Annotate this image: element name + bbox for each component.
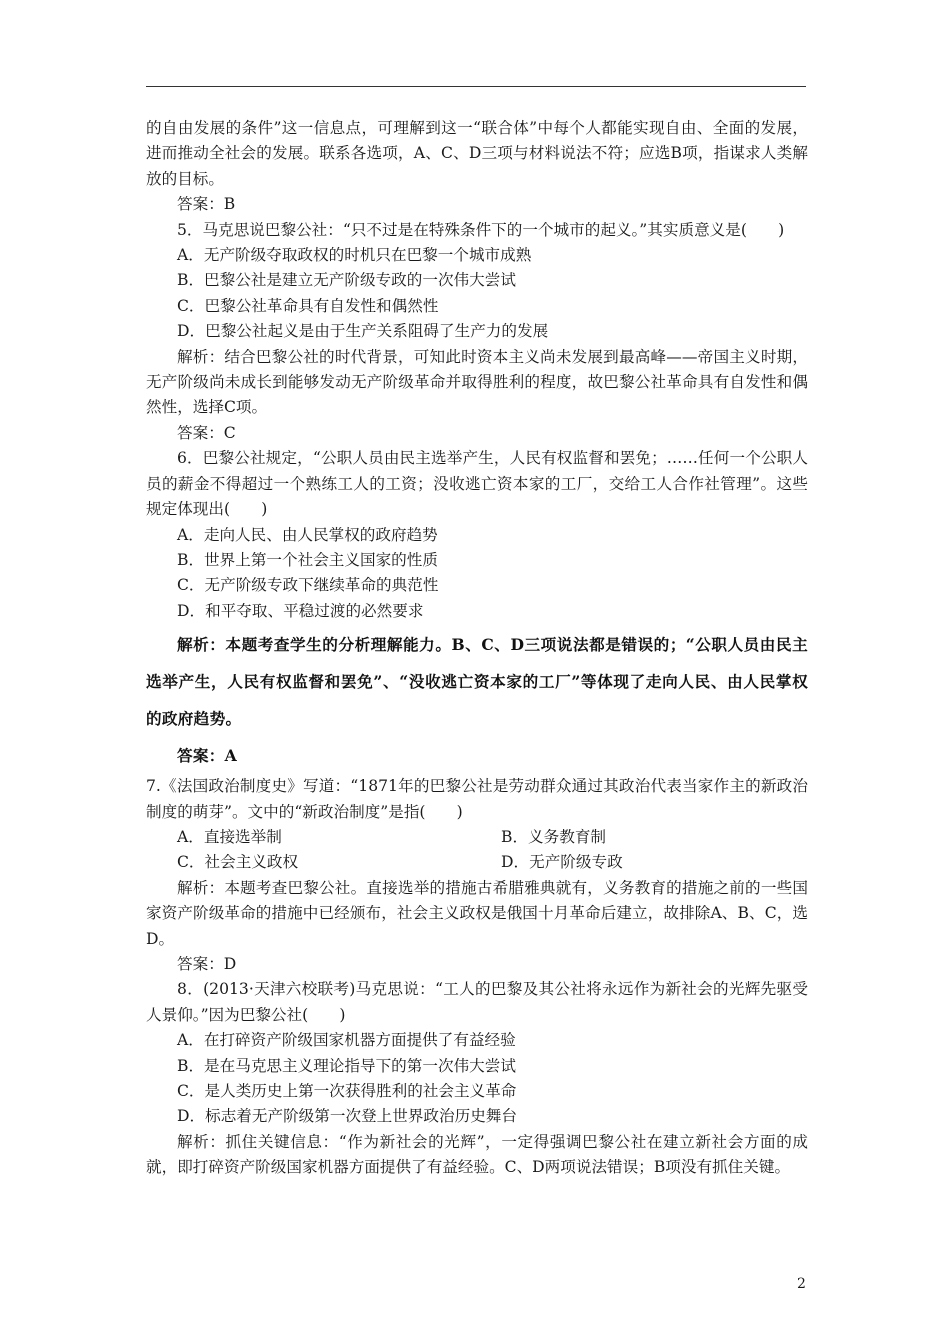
paragraph: 答案：A	[177, 746, 238, 766]
header-rule	[146, 86, 806, 87]
page-number: 2	[797, 1276, 806, 1292]
paragraph: 5．马克思说巴黎公社：“只不过是在特殊条件下的一个城市的起义。”其实质意义是( )	[177, 220, 785, 239]
option-item: B．世界上第一个社会主义国家的性质	[177, 550, 438, 569]
option-item: C．社会主义政权	[177, 853, 299, 872]
paragraph: 答案：D	[177, 954, 237, 973]
paragraph: 答案：C	[177, 423, 236, 442]
paragraph: 8．(2013·天津六校联考)马克思说：“工人的巴黎及其公社将永远作为新社会的光辉先驱受人景仰。”因为巴黎公社( )	[146, 980, 808, 1024]
option-item: D．巴黎公社起义是由于生产关系阻碍了生产力的发展	[177, 322, 549, 341]
option-item: B．是在马克思主义理论指导下的第一次伟大尝试	[177, 1056, 516, 1075]
paragraph: 7.《法国政治制度史》写道：“1871年的巴黎公社是劳动群众通过其政治代表当家作主的新政治制度的萌芽”。文中的“新政治制度”是指( )	[146, 777, 808, 821]
paragraph: 解析：本题考查学生的分析理解能力。B、C、D三项说法都是错误的；“公职人员由民主选举产生，人民有权监督和罢免”、“没收逃亡资本家的工厂”等体现了走向人民、由人民掌权的政府趋势。	[146, 635, 808, 729]
option-item: A．走向人民、由人民掌权的政府趋势	[177, 525, 438, 544]
option-item: D．无产阶级专政	[501, 853, 623, 872]
option-item: D．和平夺取、平稳过渡的必然要求	[177, 601, 424, 620]
paragraph: 的自由发展的条件”这一信息点，可理解到这一“联合体”中每个人都能实现自由、全面的发展，进而推动全社会的发展。联系各选项，A、C、D三项与材料说法不符；应选B项，指谋求人类解放的目标。	[146, 119, 808, 188]
paragraph: 解析：抓住关键信息：“作为新社会的光辉”，一定得强调巴黎公社在建立新社会方面的成就，即打碎资产阶级国家机器方面提供了有益经验。C、D两项说法错误；B项没有抓住关键。	[146, 1132, 808, 1177]
option-item: D．标志着无产阶级第一次登上世界政治历史舞台	[177, 1107, 517, 1126]
paragraph: 解析：结合巴黎公社的时代背景，可知此时资本主义尚未发展到最高峰——帝国主义时期，无产阶级尚未成长到能够发动无产阶级革命并取得胜利的程度，故巴黎公社革命具有自发性和偶然性，选择C项。	[146, 347, 808, 417]
option-row	[146, 850, 808, 875]
paragraph: 解析：本题考查巴黎公社。直接选举的措施古希腊雅典就有，义务教育的措施之前的一些国家资产阶级革命的措施中已经颁布，社会主义政权是俄国十月革命后建立，故排除A、B、C，选D。	[146, 878, 808, 948]
option-item: A．在打碎资产阶级国家机器方面提供了有益经验	[177, 1031, 516, 1050]
option-item: A．无产阶级夺取政权的时机只在巴黎一个城市成熟	[177, 246, 532, 265]
option-item: C．巴黎公社革命具有自发性和偶然性	[177, 296, 439, 315]
option-item: C．是人类历史上第一次获得胜利的社会主义革命	[177, 1082, 517, 1100]
paragraph: 6．巴黎公社规定，“公职人员由民主选举产生，人民有权监督和罢免；……任何一个公职人员的薪金不得超过一个熟练工人的工资；没收逃亡资本家的工厂，交给工人合作社管理”。这些规定体现出( )	[146, 449, 808, 519]
option-item: C．无产阶级专政下继续革命的典范性	[177, 576, 439, 595]
option-item: A．直接选举制	[177, 827, 282, 846]
option-row	[146, 825, 808, 850]
option-item: B．巴黎公社是建立无产阶级专政的一次伟大尝试	[177, 271, 516, 290]
paragraph: 答案：B	[177, 195, 236, 214]
option-item: B．义务教育制	[501, 827, 607, 846]
document-body	[146, 116, 808, 1181]
